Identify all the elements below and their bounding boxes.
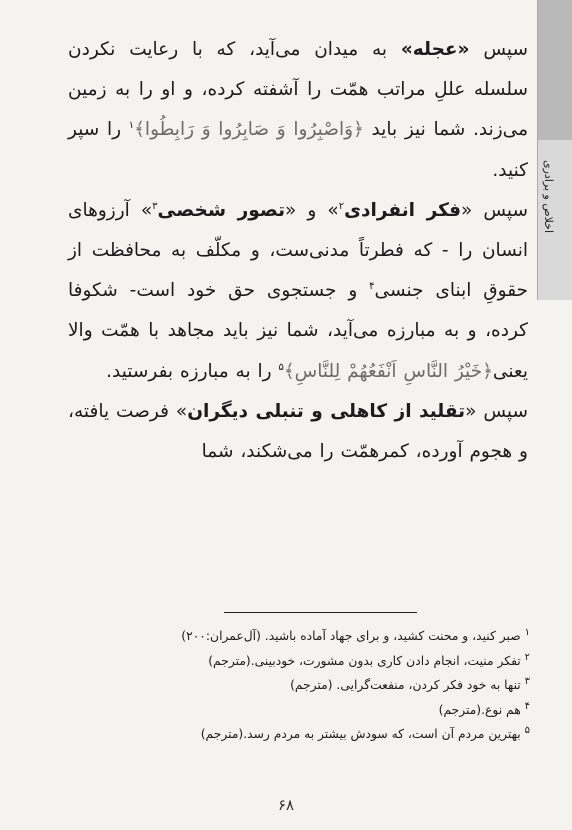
p1-after: به میدان می‌آید، که با رعایت نکردن سلسله عللِ مراتب همّت را آشفته کرده، و او را به زمین می‌زند. شما نیز باید — [68, 39, 528, 141]
footnote-text: هم نوع.(مترجم) — [438, 702, 525, 717]
footnote-separator — [224, 612, 417, 613]
footnote-3 — [90, 673, 530, 698]
footnote-text: بهترین مردم آن است، که سودش بیشتر به مردم رسد.(مترجم) — [200, 727, 525, 741]
p2-footnote-ref-5: ۵ — [278, 361, 284, 373]
p2-term-1: فکر انفرادی — [344, 199, 461, 221]
p2-after: » آرزوهای انسان را - که فطرتاً مدنی‌ست، و مکلّف به محافظت از حقوقِ ابنای جنسی — [68, 199, 528, 302]
footnote-4 — [90, 698, 530, 723]
side-tab-strip — [538, 0, 572, 140]
page-number: ۶۸ — [277, 796, 295, 814]
p2-footnote-ref-1: ٢ — [338, 200, 345, 212]
footnote-number: ۴ — [524, 700, 530, 712]
p2-footnote-ref-2: ٣ — [152, 200, 158, 212]
footnotes — [90, 624, 530, 747]
footnote-number: ٣ — [524, 675, 530, 687]
paragraph-3 — [68, 392, 528, 472]
footnote-number: ١ — [524, 626, 530, 638]
chapter-side-tab — [537, 0, 572, 300]
p3-after: » فرصت یافته، و هجوم آورده، کمرهمّت را می‌شکند، شما — [68, 400, 528, 463]
footnote-number: ۵ — [524, 724, 530, 736]
p1-term: «عجله» — [400, 39, 470, 60]
p3-term: تقلید از کاهلی و تنبلی دیگران — [187, 400, 466, 422]
p2-after-2: و جستجوی حق خود است- شکوفا کرده، و به مبارزه می‌آید، شما نیز باید مجاهد با همّت والا یعنی — [68, 280, 528, 382]
p2-tail: را به مبارزه بفرستید. — [106, 360, 279, 382]
p3-pre: سپس « — [465, 400, 528, 422]
main-text — [68, 30, 528, 472]
footnote-text: تنها به خود فکر کردن، منفعت‌گرایی. (مترجم) — [290, 678, 525, 692]
p1-verse: ﴿وَاصْبِرُوا وَ صَابِرُوا وَ رَابِطُوا﴾ — [134, 119, 364, 141]
p1-footnote-ref: ١ — [128, 120, 135, 132]
footnote-1 — [90, 624, 530, 649]
p2-pre: سپس « — [460, 199, 528, 221]
p2-footnote-ref-3: ۴ — [369, 281, 375, 293]
p1-tail: را سپر کنید. — [68, 119, 528, 181]
p2-mid: » و « — [285, 199, 339, 221]
p2-term-2: تصور شخصی — [157, 199, 286, 221]
footnote-2 — [90, 649, 530, 674]
p2-verse: ﴿خَيْرُ النَّاسِ اَنْفَعُهُمْ لِلنَّاسِ﴾ — [283, 360, 493, 382]
footnote-text: صبر کنید، و محنت کشید، و برای جهاد آماده باشید. (آل‌عمران:٢٠٠) — [181, 629, 525, 643]
footnote-5 — [90, 722, 530, 747]
paragraph-2 — [68, 191, 528, 392]
footnote-text: تفکر منیت، انجام دادن کاری بدون مشورت، خودبینی.(مترجم) — [208, 653, 525, 668]
side-tab-label: اخلاص و برادری — [542, 160, 555, 234]
p1-pre: سپس — [469, 39, 528, 60]
footnote-number: ٢ — [524, 651, 530, 663]
paragraph-1 — [68, 30, 528, 191]
